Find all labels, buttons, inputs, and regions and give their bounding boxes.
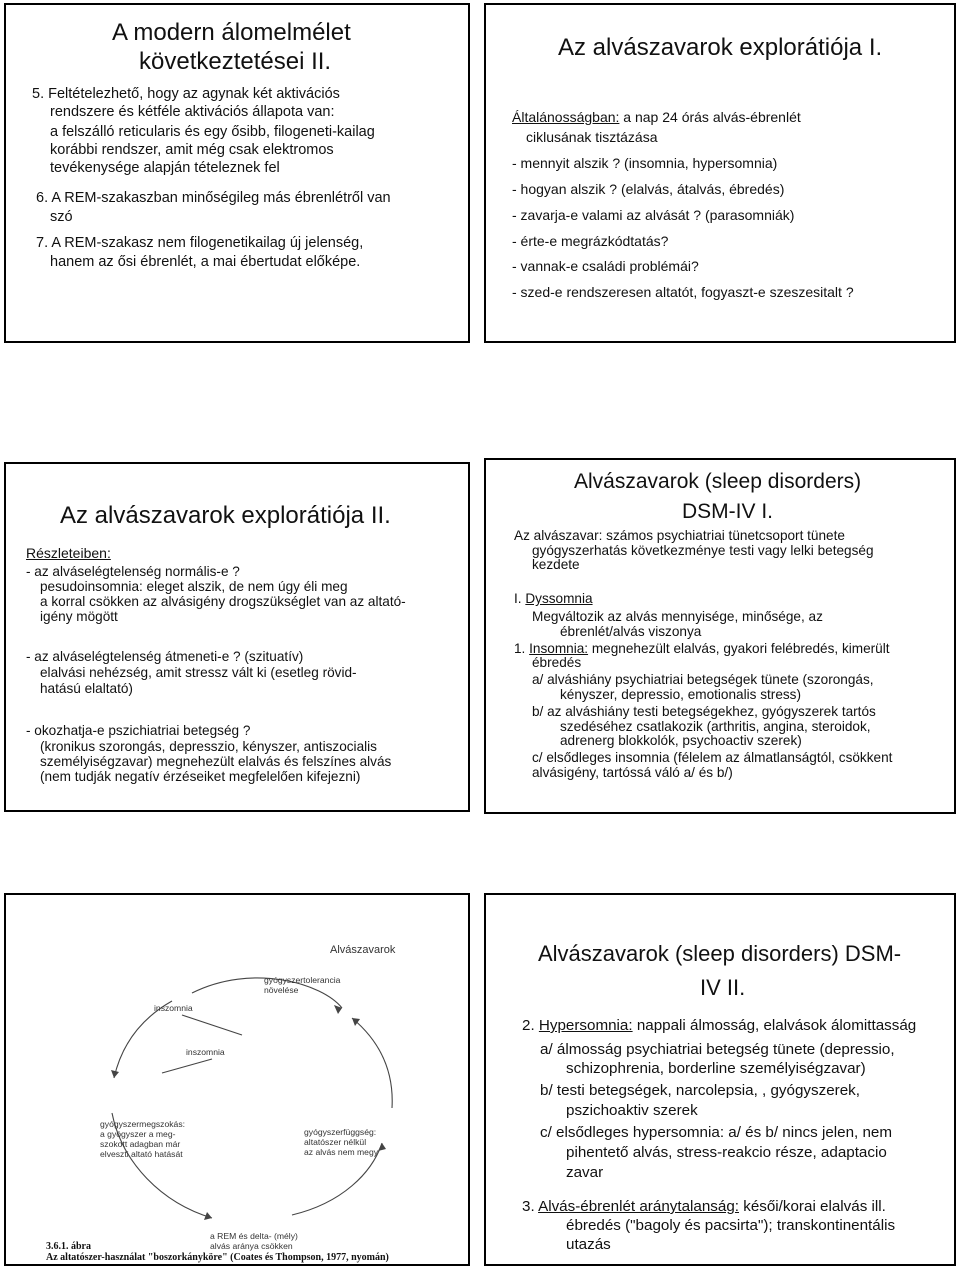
slide-3 (4, 462, 470, 812)
slide-1-line: tevékenysége alapján tételeznek fel (50, 160, 280, 176)
figure-label: az alvás nem megy (304, 1147, 379, 1157)
figure-label: inszomnia (186, 1047, 225, 1057)
figure-label: elveszti altató hatását (100, 1149, 183, 1159)
slide-2-item: - szed-e rendszeresen altatót, fogyaszt-e szeszesitalt ? (512, 284, 854, 300)
slide-2-title: Az alvászavarok explorátiója I. (558, 34, 883, 61)
slide-2-intro-heading: Általánosságban: (512, 109, 620, 125)
slide-6-line: c/ elsődleges hypersomnia: a/ és b/ nincs jelen, nem (540, 1124, 893, 1141)
slide-6-hypersomnia-line (522, 1016, 916, 1035)
slide-6-line: zavar (566, 1164, 604, 1181)
figure-number: 3.6.1. ábra (46, 1241, 91, 1252)
slide-1-line: a felszálló reticularis és egy ősibb, filogeneti-kailag (50, 124, 375, 140)
inner-arrow-line-2 (182, 1015, 242, 1035)
slide-6-ratio-line (522, 1197, 886, 1216)
slide-6-line: b/ testi betegségek, narcolepsia, , gyógyszerek, (540, 1082, 860, 1099)
inner-arrow-line (162, 1059, 212, 1073)
slide-3-line: hatású elaltató) (40, 681, 133, 696)
slide-4-line: a/ alváshiány psychiatriai betegségek tünete (szorongás, (532, 672, 874, 687)
figure-label: gyógyszerfüggség: (304, 1127, 377, 1137)
slide-4-line: alvásigény, tartóssá váló a/ és b/) (532, 765, 733, 780)
figure-label: inszomnia (154, 1003, 193, 1013)
slide-4-line: Az alvászavar: számos psychiatriai tünetcsoport tünete (514, 528, 845, 543)
circle-arc-right (352, 1018, 392, 1108)
slide-6-line: nappali álmosság, elalvások álomittasság (632, 1017, 917, 1034)
slide-1-line: 6. A REM-szakaszban minőségileg más ébrenlétről van (36, 190, 391, 206)
figure-label: a REM és delta- (mély) (210, 1231, 298, 1241)
slide-2-item: - érte-e megrázkódtatás? (512, 233, 669, 249)
slide-4-line: c/ elsődleges insomnia (félelem az álmatlanságtól, csökkent (532, 750, 893, 765)
vicious-circle-diagram (42, 923, 434, 1263)
slide-6-line: schizophrenia, borderline személyiségzavar) (566, 1060, 866, 1077)
slide-2-item: - vannak-e családi problémái? (512, 258, 699, 274)
slide-4-line: kezdete (532, 557, 580, 572)
slide-1-line: hanem az ősi ébrenlét, a mai ébertudat előképe. (50, 254, 361, 270)
slide-6-hypersomnia-heading: Hypersomnia: (538, 1017, 633, 1034)
slide-6-line: pszichoaktiv szerek (566, 1102, 698, 1119)
slide-4-title-line-2: DSM-IV I. (682, 500, 774, 523)
slide-3-line: - okozhatja-e pszichiatriai betegség ? (26, 723, 251, 738)
slide-6-title-line-2: IV II. (700, 975, 746, 1000)
slide-1-line: korábbi rendszer, amit még csak elektromos (50, 142, 334, 158)
slide-5 (4, 893, 470, 1266)
arrowhead (111, 1070, 119, 1078)
slide-6-line: 2. (522, 1017, 539, 1034)
slide-6-line: 3. (522, 1198, 539, 1215)
slide-1-title-line-2: következtetései II. (139, 48, 332, 75)
slide-4-dyssomnia-heading: Dyssomnia (525, 591, 593, 606)
vicious-circle-figure (42, 923, 434, 1263)
slide-4-dyssomnia-line (514, 592, 593, 607)
slide-3-line: elalvási nehézség, amit stressz vált ki (esetleg rövid- (40, 665, 357, 680)
slide-1-line: szó (50, 209, 73, 225)
slide-4-line: ébrenlét/alvás viszonya (560, 624, 702, 639)
slide-2 (484, 3, 956, 343)
figure-label: alvás aránya csökken (210, 1241, 293, 1251)
slide-2-item: - hogyan alszik ? (elalvás, átalvás, ébredés) (512, 181, 785, 197)
slide-6-line: ébredés ("bagoly és pacsirta"); transkontinentális (566, 1217, 896, 1234)
figure-label: altatószer nélkül (304, 1137, 367, 1147)
slide-3-line: - az alváselégtelenség normális-e ? (26, 564, 240, 579)
slide-4-line: gyógyszerhatás következménye testi vagy lelki betegség (532, 543, 874, 558)
slide-3-line: pesudoinsomnia: eleget alszik, de nem úgy éli meg (40, 579, 348, 594)
slide-2-intro (512, 108, 801, 126)
slide-4-line: b/ az alváshiány testi betegségekhez, gyógyszerek tartós (532, 704, 876, 719)
slide-2-intro-text: a nap 24 órás alvás-ébrenlét (619, 109, 801, 125)
slide-4-line: szedéséhez csatlakozik (arthritis, angina, steroidok, (560, 719, 871, 734)
slide-4 (484, 458, 956, 814)
slide-4-title-line-1: Alvászavarok (sleep disorders) (574, 470, 862, 493)
slide-1-line: 7. A REM-szakasz nem filogenetikailag új jelenség, (36, 235, 364, 251)
slide-1-line: rendszere és kétféle aktivációs állapota van: (50, 104, 335, 120)
slide-4-line: kényszer, depressio, emotionalis stress) (560, 687, 802, 702)
figure-label: gyógyszermegszokás: (100, 1119, 186, 1129)
slide-6-line: a/ álmosság psychiatriai betegség tünete (depressio, (540, 1041, 895, 1058)
slide-6-line: utazás (566, 1236, 611, 1253)
slide-4-line: megnehezült elalvás, gyakori felébredés, kimerült (588, 641, 890, 656)
slide-4-line: ébredés (532, 655, 582, 670)
figure-label: a gyógyszer a meg- (100, 1129, 176, 1139)
figure-caption: Az altatószer-használat "boszorkányköre" (Coates és Thompson, 1977, nyomán) (46, 1252, 389, 1263)
slide-4-line: adrenerg blokkolók, psychoactiv szerek) (560, 733, 802, 748)
slide-3-line: - az alváselégtelenség átmeneti-e ? (szituatív) (26, 649, 304, 664)
slide-4-insomnia-heading: Insomnia: (529, 641, 589, 656)
slide-6-ratio-heading: Alvás-ébrenlét aránytalanság: (538, 1198, 739, 1215)
slide-3-line: (kronikus szorongás, depresszio, kényszer, antiszocialis (40, 739, 377, 754)
slide-2-item: - mennyit alszik ? (insomnia, hypersomnia) (512, 155, 778, 171)
slide-2-intro-line-2: ciklusának tisztázása (526, 129, 658, 145)
slide-3-line: (nem tudják negatív érzéseiket megfelelően kifejezni) (40, 769, 361, 784)
slide-6 (484, 893, 956, 1266)
slide-3-line: igény mögött (40, 609, 118, 624)
figure-label: növelése (264, 985, 299, 995)
figure-label: szokott adagban már (100, 1139, 181, 1149)
slide-3-line: a korral csökken az alvásigény drogszükséglet van az altató- (40, 594, 406, 609)
slide-6-line: késői/korai elalvás ill. (739, 1198, 886, 1215)
slide-3-line: személyiségzavar) megnehezült elalvás és felszínes alvás (40, 754, 392, 769)
figure-title: Alvászavarok (330, 944, 396, 956)
slide-2-item: - zavarja-e valami az alvását ? (parasomniák) (512, 207, 795, 223)
slide-4-line: I. (514, 591, 526, 606)
slide-6-line: pihentető alvás, stress-reakcio része, adaptacio (566, 1144, 887, 1161)
slide-3-subheading: Részleteiben: (26, 545, 111, 561)
slide-3-title: Az alvászavarok explorátiója II. (60, 502, 391, 529)
slide-4-line: 1. (514, 641, 530, 656)
slide-1 (4, 3, 470, 343)
slide-4-line: Megváltozik az alvás mennyisége, minősége, az (532, 609, 823, 624)
slide-1-line: 5. Feltételezhető, hogy az agynak két aktivációs (32, 86, 340, 102)
slide-6-title-line-1: Alvászavarok (sleep disorders) DSM- (538, 941, 902, 966)
slide-1-title-line-1: A modern álomelmélet (112, 19, 351, 46)
arrowhead (378, 1143, 386, 1151)
figure-label: gyógyszertolerancia (264, 975, 341, 985)
